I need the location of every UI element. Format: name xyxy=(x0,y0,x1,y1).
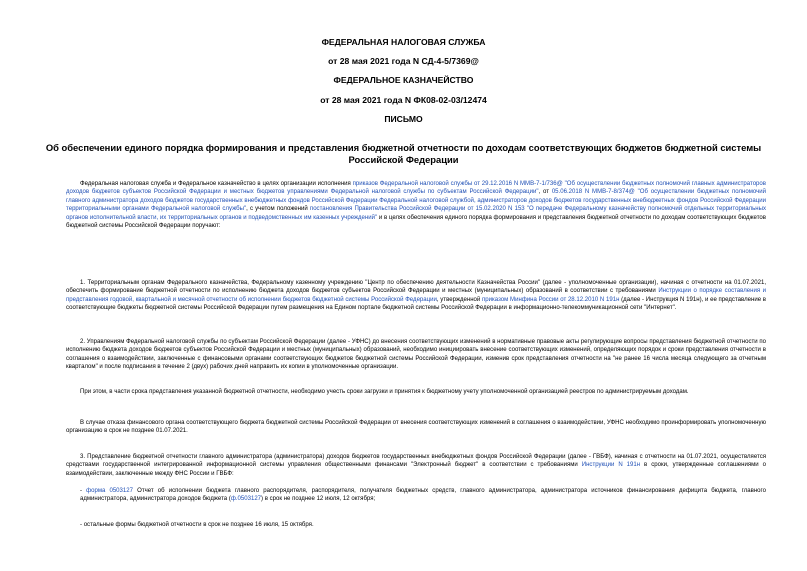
p5-text-1: 3. Представление бюджетной отчетности главного администратора (администратора) доходов бюджетов государственных внебюджетных фондов Российской Федерации (далее - ГВБФ), начиная с отчетности на 01.07.2021, осуществляется средствами государственной интегрированной информационной системы управления общественными финансами "Электронный бюджет" в соответствии с требованиями xyxy=(66,454,766,469)
intro-text-1: Федеральная налоговая служба и Федеральное казначейство в целях организации исполнения xyxy=(80,181,353,187)
link-instruction-191n[interactable]: Инструкции N 191н xyxy=(581,462,641,469)
paragraph-5 xyxy=(66,453,766,478)
document-type: ПИСЬМО xyxy=(384,114,423,124)
agency-fns-heading: ФЕДЕРАЛЬНАЯ НАЛОГОВАЯ СЛУЖБА xyxy=(321,37,486,47)
b1-text-1: - xyxy=(80,488,87,494)
link-order-191n[interactable]: приказом Минфина России от 28.12.2010 N 191н xyxy=(482,296,620,303)
paragraph-4: В случае отказа финансового органа соответствующего бюджета бюджетной системы Российской Федерации от внесения соответствующих изменений в соглашения о взаимодействии, УФНС необходимо проинформировать уполномоченную организацию в срок не позднее 01.07.2021. xyxy=(66,420,766,435)
link-instruction[interactable]: Инструкции о порядке составления и представления годовой, квартальной и месячной отчетности об исполнении бюджетов бюджетной системы Российской Федерации xyxy=(66,288,767,303)
link-form-0503127[interactable]: форма 0503127 xyxy=(86,488,133,494)
document-title: Об обеспечении единого порядка формирования и представления бюджетной отчетности по доходам соответствующих бюджетов бюджетной системы Российской Федерации xyxy=(45,142,762,165)
link-f-0503127[interactable]: ф.0503127 xyxy=(230,496,262,503)
p1-text-3: (далее - Инструкция N 191н), и ее представление в соответствующие бюджеты бюджетной системы Российской Федерации путем размещения на Едином портале бюджетной системы Российской Федерации в информационно-телекоммуникационной сети "Интернет". xyxy=(66,296,766,312)
bullet-form-0503127 xyxy=(80,487,766,504)
intro-text-4: и в целях обеспечения единого порядка формирования и представления бюджетной отчетности по доходам соответствующих бюджетов бюджетной системы Российской Федерации поручают: xyxy=(66,214,766,230)
p1-text-1: 1. Территориальным органам Федерального казначейства, Федеральному казенному учреждению "Центр по обеспечению деятельности Казначейства России" (далее - уполномоченные организации), начиная с отчетности на 01.07.2021, обеспечить формирование бюджетной отчетности по исполнению бюджета доходов бюджетов субъектов Российской Федерации и местных (муниципальных) образований в соответствии с требованиями xyxy=(66,280,766,295)
letter-date-treasury: от 28 мая 2021 года N ФК08-02-03/12474 xyxy=(320,95,487,105)
bullet-other-forms: - остальные формы бюджетной отчетности в срок не позднее 16 июля, 15 октября. xyxy=(80,522,314,528)
intro-paragraph xyxy=(66,180,766,230)
paragraph-1 xyxy=(66,279,766,313)
b1-text-2: Отчет об исполнении бюджета главного распорядителя, распорядителя, получателя бюджетных средств, главного администратора, администратора источников финансирования дефицита бюджета, главного администратора, администратора доходов бюджета ( xyxy=(80,488,766,503)
agency-treasury-heading: ФЕДЕРАЛЬНОЕ КАЗНАЧЕЙСТВО xyxy=(333,75,474,85)
link-order-mmv-374[interactable]: 05.06.2018 N ММВ-7-8/374@ "Об осуществлении бюджетных полномочий главного администратора доходов бюджетов государственных внебюджетных фондов Российской Федерации Федеральной налоговой службой, администраторов доходов бюджетов государственных внебюджетных фондов Российской Федерации территориальными органами Федеральной налоговой службы" xyxy=(66,189,766,213)
intro-text-3: , с учетом положений xyxy=(246,206,310,213)
link-order-mmv-736[interactable]: приказов Федеральной налоговой службы от 29.12.2016 N ММВ-7-1/736@ "Об осуществлении бюджетных полномочий главных администраторов доходов бюджетов субъектов Российской Федерации и местных бюджетов управлениями Федеральной налоговой службы по субъектам Российской Федерации" xyxy=(66,181,766,196)
p1-text-2: , утвержденной xyxy=(436,296,483,303)
intro-text-2: , от xyxy=(538,189,552,196)
letter-date-fns: от 28 мая 2021 года N СД-4-5/7369@ xyxy=(328,56,479,66)
b1-text-3: ) в срок не позднее 12 июля, 12 октября; xyxy=(261,496,376,503)
paragraph-3: При этом, в части срока представления указанной бюджетной отчетности, необходимо учесть сроки загрузки и принятия к бюджетному учету уполномоченной организацией реестров по администрируемым доходам. xyxy=(80,389,689,395)
paragraph-2: 2. Управлениям Федеральной налоговой службы по субъектам Российской Федерации (далее - УФНС) до внесения соответствующих изменений в нормативные правовые акты регулирующие вопросы представления бюджетной отчетности по исполнению бюджета доходов бюджетов субъектов Российской Федерации и местных (муниципальных) образований, необходимо инициировать внесение соответствующих изменений, определяющих порядок и сроки представления отчетности в соглашения о взаимодействии, заключенные с финансовыми органами соответствующих бюджетов бюджетной системы Российской Федерации, изменив срок представления отчетности на "не ранее 16 числа месяца следующего за отчетным кварталом" и после подписания в течение 2 (двух) рабочих дней направить их копии в уполномоченные организации. xyxy=(66,339,766,371)
link-resolution-153[interactable]: постановления Правительства Российской Федерации от 15.02.2020 N 153 "О передаче Федеральному казначейству полномочий отдельных территориальных органов исполнительной власти, их территориальных органов и подведомственных им казенных учреждений" xyxy=(66,206,766,221)
p5-text-2: в сроки, утвержденные соглашениями о взаимодействии, заключенные между ФНС России и ГВБФ: xyxy=(66,462,766,477)
